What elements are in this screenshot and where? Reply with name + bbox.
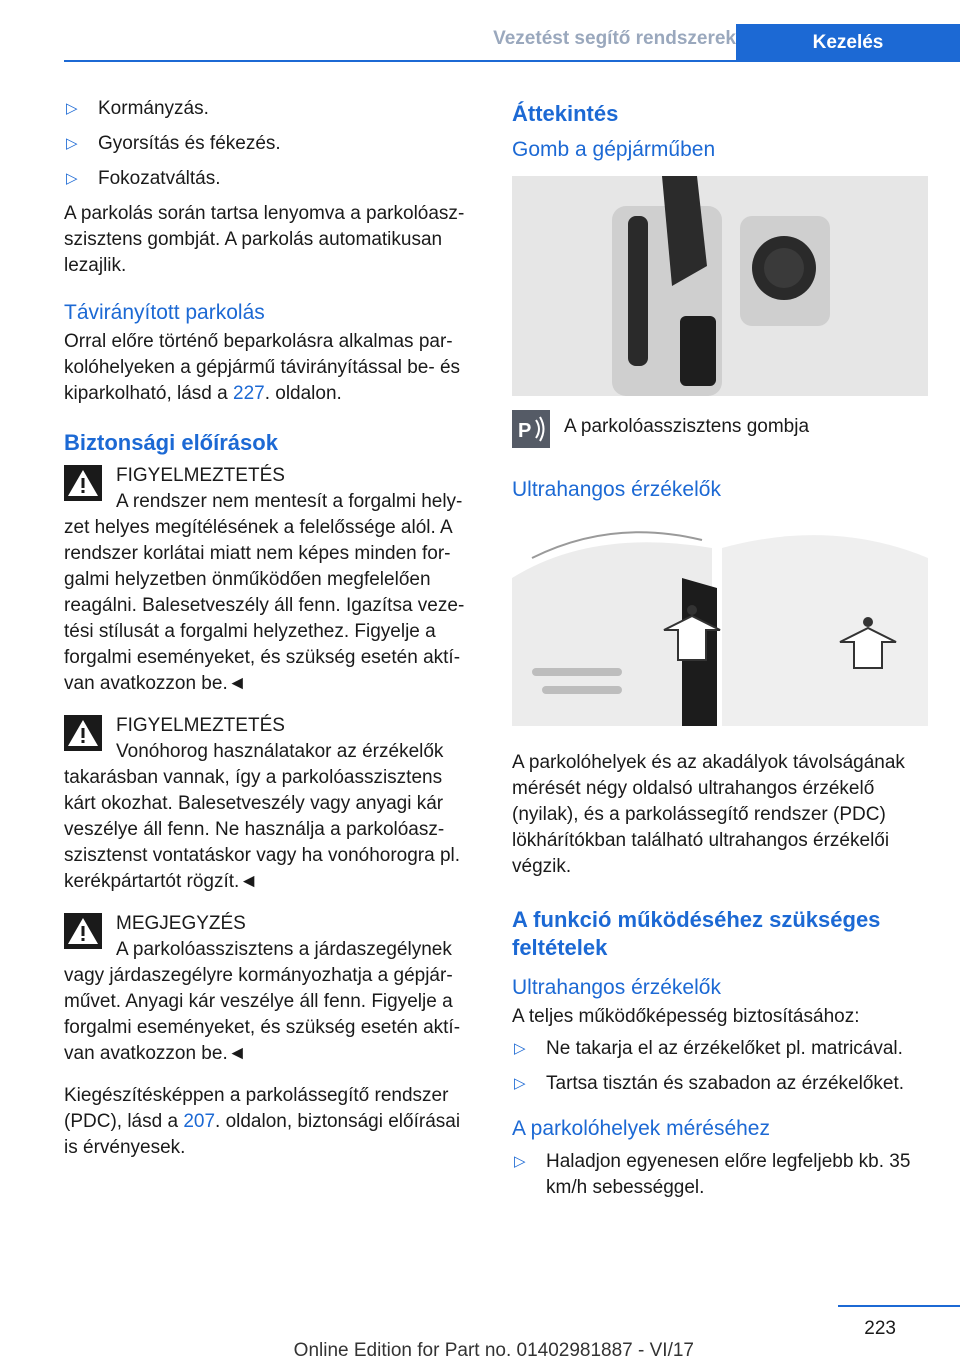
paragraph: Orral előre történő beparkolásra alkalmas parkolóhelyeken a gépjármű távirányítással be- és kiparkolható, lásd a 227. oldalon.: [64, 331, 461, 404]
page-number: 223: [864, 1318, 896, 1339]
measuring-heading: A parkolóhelyek méréséhez: [512, 1117, 770, 1140]
warning-block: [64, 463, 478, 697]
left-column: [64, 96, 478, 1177]
list-item: ▷ Tartsa tisztán és szabadon az érzékelőket.: [512, 1071, 928, 1097]
triangle-bullet-icon: ▷: [66, 170, 78, 187]
warning-icon: [64, 465, 102, 501]
right-column: [512, 96, 928, 1210]
parking-assistant-button-icon: [512, 410, 550, 448]
note-text: A parkolóasszisztens a járdaszegélynek vagy járdaszegélyre kormányozhatja a gépjárművet. Anyagi kár veszélye áll fenn. Figyelje a forgalmi eseményeket, és szükség esetén aktívan avatkozzon be.◄: [64, 939, 461, 1064]
safety-heading: Biztonsági előírások: [64, 430, 278, 455]
page-link[interactable]: 227: [233, 383, 265, 404]
overview-heading: Áttekintés: [512, 101, 619, 126]
note-title: MEGJEGYZÉS: [116, 913, 246, 934]
paragraph: A teljes működőképesség biztosításához:: [512, 1006, 860, 1027]
bullet-list: [512, 1036, 928, 1097]
paragraph: A parkolás során tartsa lenyomva a parkolóaszszisztens gombját. A parkolás automatikusan lezajlik.: [64, 203, 465, 276]
requirements-heading: A funkció működéséhez szükséges feltételek: [512, 907, 881, 960]
warning-title: FIGYELMEZTETÉS: [116, 465, 285, 486]
list-item: ▷ Haladjon egyenesen előre legfeljebb kb. 35 km/h sebességgel.: [514, 1151, 911, 1198]
bullet-list: [512, 1149, 928, 1201]
bumper-photo: [512, 518, 928, 726]
figure-caption: P A parkolóasszisztens gombja: [512, 414, 928, 452]
section-title: Vezetést segítő rendszerek: [493, 28, 736, 49]
list-item: ▷ Ne takarja el az érzékelőket pl. matricával.: [512, 1036, 928, 1062]
list-item: ▷ Gyorsítás és fékezés.: [64, 131, 478, 157]
triangle-bullet-icon: ▷: [514, 1040, 526, 1057]
chapter-tab[interactable]: Kezelés: [736, 24, 960, 60]
svg-text:P: P: [518, 420, 532, 442]
triangle-bullet-icon: ▷: [514, 1075, 526, 1092]
edition-text: Online Edition for Part no. 01402981887 - VI/17: [293, 1340, 694, 1361]
page-link[interactable]: 207: [183, 1111, 216, 1132]
bullet-list: [64, 96, 478, 192]
list-item: ▷ Kormányzás.: [64, 96, 478, 122]
page-footer: [0, 1300, 960, 1362]
warning-title: FIGYELMEZTETÉS: [116, 715, 285, 736]
note-block: [64, 911, 478, 1067]
remote-parking-heading: Távirányított parkolás: [64, 301, 265, 324]
warning-icon: [64, 715, 102, 751]
footer-rule: [838, 1305, 960, 1307]
triangle-bullet-icon: ▷: [66, 135, 78, 152]
warning-text: A rendszer nem mentesít a forgalmi helyzet helyes megítélésének a felelőssége alól. A rendszer korlátai miatt nem képes minden forgalmi helyzetben önműködően megfelelően reagálni. Balesetveszély áll fenn. Igazítsa vezetési stílusát a forgalmi helyzethez. Figyelje a forgalmi eseményeket, és szükség esetén aktívan avatkozzon be.◄: [64, 491, 465, 694]
warning-block: [64, 713, 478, 895]
warning-icon: [64, 913, 102, 949]
header-rule: [64, 60, 960, 62]
page-header: [0, 0, 960, 60]
triangle-bullet-icon: ▷: [66, 100, 78, 117]
console-photo: [512, 176, 928, 396]
warning-text: Vonóhorog használatakor az érzékelők takarásban vannak, így a parkolóasszisztens kárt okozhat. Balesetveszély vagy anyagi kár veszélye áll fenn. Ne használja a parkolóaszszisztenst vontatáskor vagy ha vonóhorogra pl. kerékpártartót rögzít.◄: [64, 741, 461, 892]
button-heading: Gomb a gépjárműben: [512, 138, 716, 161]
paragraph: A parkolóhelyek és az akadályok távolságának mérését négy oldalsó ultrahangos érzékelő (nyilak), és a parkolássegítő rendszer (PDC) lökhárítókban található ultrahangos érzékelői végzik.: [512, 752, 905, 877]
ultrasonic-heading: Ultrahangos érzékelők: [512, 478, 721, 501]
paragraph: Kiegészítésképpen a parkolássegítő rendszer (PDC), lásd a 207. oldalon, biztonsági előírásai is érvényesek.: [64, 1085, 461, 1158]
triangle-bullet-icon: ▷: [514, 1153, 526, 1170]
list-item: ▷ Fokozatváltás.: [64, 166, 478, 192]
requirements-sensors-heading: Ultrahangos érzékelők: [512, 976, 721, 999]
